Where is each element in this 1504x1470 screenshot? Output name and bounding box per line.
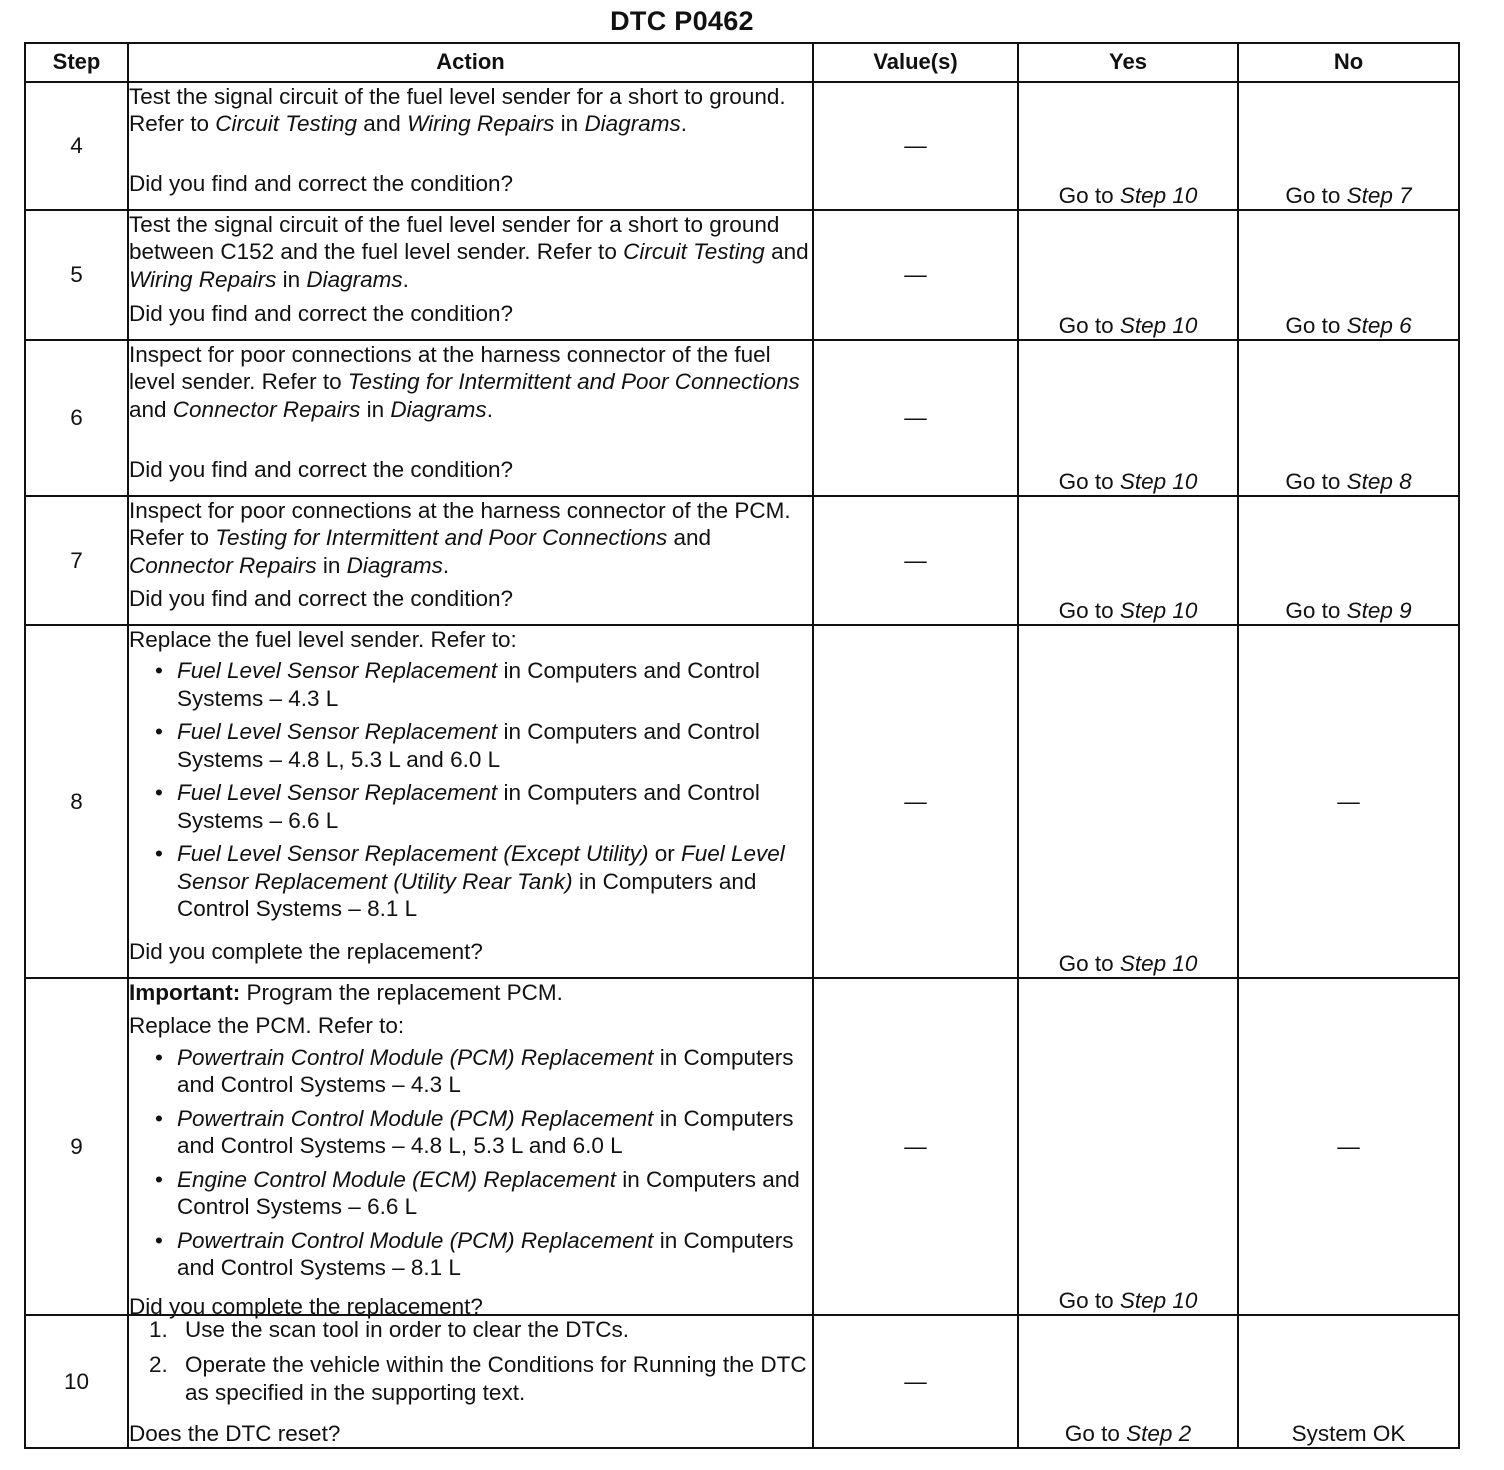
numbered-item — [149, 1316, 812, 1343]
goto-step-link[interactable]: Step 9 — [1346, 597, 1412, 623]
header-yes: Yes — [1018, 43, 1238, 82]
text-run: in — [554, 111, 585, 137]
goto-step-link[interactable]: Step 10 — [1119, 468, 1198, 494]
action-body — [129, 497, 812, 612]
text-run: . — [402, 266, 409, 292]
text-run: Fuel Level Sensor Replacement (Utility Rear Tank) — [177, 841, 785, 894]
step-number: 6 — [25, 340, 128, 496]
table-row — [25, 496, 1459, 625]
yes-cell — [1018, 210, 1238, 340]
header-values: Value(s) — [813, 43, 1018, 82]
text-run: Fuel Level Sensor Replacement — [177, 719, 498, 745]
table-row — [25, 1315, 1459, 1448]
no-cell — [1238, 340, 1459, 496]
no-cell — [1238, 210, 1459, 340]
bullet-item — [153, 1227, 812, 1282]
action-content — [129, 211, 812, 293]
text-run: and — [357, 111, 408, 137]
header-no: No — [1238, 43, 1459, 82]
text-run: Inspect for poor connections at the harness connector of the PCM. Refer to — [129, 498, 791, 551]
goto-step-link[interactable]: Step 2 — [1126, 1420, 1192, 1446]
goto-step-link[interactable]: Step 10 — [1119, 182, 1198, 208]
header-row — [25, 43, 1459, 82]
goto-step-link[interactable]: Step 10 — [1119, 597, 1198, 623]
value-cell: — — [813, 340, 1018, 496]
text-run: in — [276, 266, 307, 292]
yes-cell — [1018, 496, 1238, 625]
action-content — [129, 497, 812, 579]
text-run: Diagrams — [584, 111, 681, 137]
text-run: Fuel Level Sensor Replacement (Except Utility) — [177, 841, 649, 867]
text-run: Powertrain Control Module (PCM) Replacement — [177, 1227, 654, 1253]
bullet-list — [129, 657, 812, 922]
bullet-item — [153, 1166, 812, 1221]
yes-cell — [1018, 82, 1238, 210]
goto-text: Go to — [1058, 1287, 1120, 1313]
text-run: . — [486, 396, 493, 422]
text-run: in Computers and Control Systems – 6.6 L — [177, 1166, 800, 1220]
action-intro: Replace the PCM. Refer to: — [129, 1013, 405, 1039]
text-run: in Computers and Control Systems – 8.1 L — [177, 868, 757, 921]
bullet-item — [153, 840, 812, 922]
text-run: Inspect for poor connections at the harness connector of the fuel level sender. Refer to — [129, 342, 771, 395]
dtc-table — [24, 42, 1460, 1449]
action-body — [129, 1316, 812, 1447]
text-run: Diagrams — [390, 396, 487, 422]
text-run: Testing for Intermittent and Poor Connections — [347, 369, 800, 395]
action-content — [129, 979, 812, 1287]
action-content — [129, 83, 812, 138]
no-cell — [1238, 1315, 1459, 1448]
bullet-item — [153, 657, 812, 712]
table-row — [25, 978, 1459, 1315]
action-cell — [128, 82, 813, 210]
action-body — [129, 341, 812, 483]
goto-text: Go to — [1058, 312, 1120, 338]
result-text: System OK — [1291, 1420, 1406, 1446]
text-run: in Computers and Control Systems – 4.8 L, 5.3 L and 6.0 L — [177, 719, 760, 772]
value-cell: — — [813, 978, 1018, 1315]
bullet-list — [129, 1044, 812, 1282]
action-content — [129, 341, 812, 423]
text-run: and — [764, 239, 809, 265]
yes-cell — [1018, 625, 1238, 978]
action-content — [129, 1316, 812, 1414]
action-question: Does the DTC reset? — [129, 1421, 341, 1447]
goto-text: Go to — [1285, 597, 1347, 623]
action-question: Did you complete the replacement? — [129, 938, 483, 964]
no-cell: — — [1238, 978, 1459, 1315]
yes-cell — [1018, 1315, 1238, 1448]
text-run: Wiring Repairs — [129, 266, 277, 292]
header-action: Action — [128, 43, 813, 82]
goto-step-link[interactable]: Step 8 — [1346, 468, 1412, 494]
step-number: 5 — [25, 210, 128, 340]
action-cell — [128, 978, 813, 1320]
table-row — [25, 625, 1459, 978]
action-text — [129, 341, 812, 423]
action-text — [129, 83, 812, 138]
text-run: Circuit Testing — [215, 111, 358, 137]
text-run: in Computers and Control Systems – 6.6 L — [177, 780, 760, 833]
action-question: Did you find and correct the condition? — [129, 300, 513, 326]
table-row — [25, 340, 1459, 496]
table-row — [25, 210, 1459, 340]
action-cell — [128, 496, 813, 625]
goto-text: Go to — [1058, 597, 1120, 623]
text-run: in Computers and Control Systems – 4.3 L — [177, 1044, 794, 1098]
numbered-list — [129, 1316, 812, 1406]
text-run: Wiring Repairs — [407, 111, 555, 137]
value-cell: — — [813, 625, 1018, 978]
action-cell — [128, 625, 813, 978]
text-run: Diagrams — [346, 552, 443, 578]
value-cell: — — [813, 496, 1018, 625]
text-run: Powertrain Control Module (PCM) Replacement — [177, 1044, 654, 1070]
goto-step-link[interactable]: Step 7 — [1346, 182, 1412, 208]
step-number: 8 — [25, 625, 128, 978]
important-text: Program the replacement PCM. — [240, 980, 563, 1005]
action-body — [129, 83, 812, 197]
text-run: Diagrams — [306, 266, 403, 292]
no-cell: — — [1238, 625, 1459, 978]
item-number: 2. — [149, 1352, 168, 1378]
value-cell: — — [813, 210, 1018, 340]
goto-text: Go to — [1285, 312, 1347, 338]
action-text — [129, 211, 812, 293]
text-run: . — [442, 552, 450, 578]
text-run: Test the signal circuit of the fuel level sender for a short to ground between C152 and the fuel level sender. Refer to — [129, 212, 780, 265]
goto-text: Go to — [1064, 1420, 1127, 1446]
action-intro: Replace the fuel level sender. Refer to: — [129, 627, 517, 652]
goto-text: Go to — [1058, 950, 1120, 976]
text-run: and — [129, 396, 173, 422]
text-run: and — [667, 525, 712, 551]
item-text: Operate the vehicle within the Conditions for Running the DTC as specified in the supporting text. — [185, 1352, 807, 1405]
header-step: Step — [25, 43, 128, 82]
goto-text: Go to — [1285, 468, 1347, 494]
numbered-item — [149, 1351, 812, 1406]
text-run: Connector Repairs — [129, 552, 317, 578]
step-number: 9 — [25, 978, 128, 1315]
action-question: Did you find and correct the condition? — [129, 586, 513, 612]
goto-text: Go to — [1058, 468, 1120, 494]
table-row — [25, 82, 1459, 210]
no-cell — [1238, 496, 1459, 625]
bullet-item — [153, 1105, 812, 1160]
text-run: in Computers and Control Systems – 4.8 L, 5.3 L and 6.0 L — [177, 1105, 794, 1159]
action-cell — [128, 340, 813, 496]
text-run: Testing for Intermittent and Poor Connections — [215, 525, 668, 551]
text-run: Fuel Level Sensor Replacement — [177, 780, 498, 806]
text-run: Powertrain Control Module (PCM) Replacement — [177, 1105, 654, 1131]
action-body — [129, 626, 812, 965]
bullet-item — [153, 718, 812, 773]
step-number: 10 — [25, 1315, 128, 1448]
yes-cell — [1018, 978, 1238, 1315]
text-run: Test the signal circuit of the fuel level sender for a short to ground. Refer to — [129, 84, 786, 137]
text-run: Engine Control Module (ECM) Replacement — [177, 1166, 616, 1192]
text-run: Connector Repairs — [172, 396, 361, 422]
text-run: in — [316, 552, 347, 578]
action-content — [129, 626, 812, 928]
value-cell: — — [813, 1315, 1018, 1448]
important-label: Important: — [129, 980, 241, 1005]
goto-step-link[interactable]: Step 6 — [1346, 312, 1412, 338]
text-run: or — [648, 841, 681, 867]
goto-step-link[interactable]: Step 10 — [1119, 1287, 1198, 1313]
text-run: in — [360, 396, 391, 422]
step-number: 4 — [25, 82, 128, 210]
action-question: Did you complete the replacement? — [129, 1294, 483, 1320]
text-run: in Computers and Control Systems – 4.3 L — [177, 658, 760, 711]
text-run: in Computers and Control Systems – 8.1 L — [177, 1227, 794, 1280]
yes-cell — [1018, 340, 1238, 496]
action-question: Did you find and correct the condition? — [129, 170, 513, 196]
step-number: 7 — [25, 496, 128, 625]
action-cell — [128, 1315, 813, 1448]
action-body — [129, 979, 812, 1320]
no-cell — [1238, 82, 1459, 210]
bullet-item — [153, 779, 812, 834]
goto-text: Go to — [1285, 182, 1347, 208]
goto-text: Go to — [1058, 182, 1120, 208]
action-text — [129, 497, 812, 579]
page-title: DTC P0462 — [610, 6, 754, 36]
text-run: Circuit Testing — [623, 239, 765, 265]
goto-step-link[interactable]: Step 10 — [1119, 950, 1198, 976]
item-number: 1. — [149, 1317, 168, 1342]
action-cell — [128, 210, 813, 340]
goto-step-link[interactable]: Step 10 — [1119, 312, 1198, 338]
item-text: Use the scan tool in order to clear the DTCs. — [185, 1317, 629, 1342]
text-run: Fuel Level Sensor Replacement — [177, 658, 498, 684]
value-cell: — — [813, 82, 1018, 210]
action-question: Did you find and correct the condition? — [129, 456, 513, 482]
text-run: . — [680, 111, 687, 137]
important-note — [129, 979, 812, 1006]
bullet-item — [153, 1044, 812, 1099]
action-body — [129, 211, 812, 327]
